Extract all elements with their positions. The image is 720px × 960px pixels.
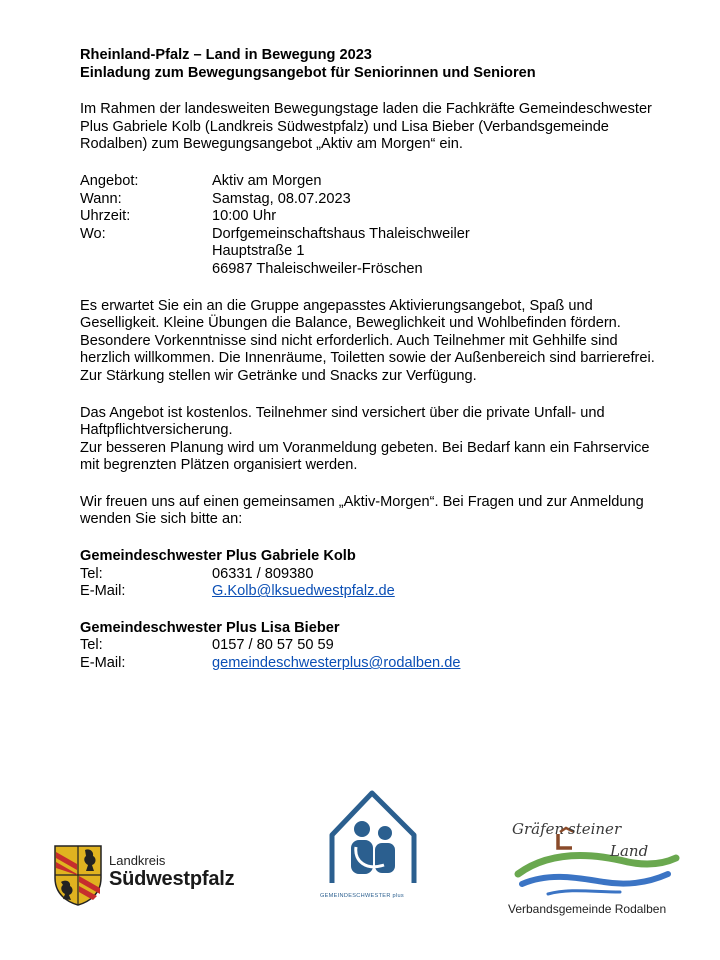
contact-label: Tel: [80, 637, 103, 654]
detail-value: 10:00 Uhr [212, 208, 277, 225]
coat-of-arms-icon [53, 844, 103, 906]
detail-value: Aktiv am Morgen [212, 172, 322, 189]
address-line: Dorfgemeinschaftshaus Thaleischweiler [212, 225, 470, 242]
detail-label: Angebot: [80, 172, 139, 189]
landkreis-label: Landkreis [109, 853, 166, 868]
event-details [80, 173, 660, 279]
gemeindeschwester-plus-logo [318, 783, 428, 903]
rodalben-label: Verbandsgemeinde Rodalben [508, 902, 667, 916]
document-title: Rheinland-Pfalz – Land in Bewegung 2023 [80, 47, 372, 63]
address-line: Hauptstraße 1 [212, 243, 305, 260]
email-link[interactable]: G.Kolb@lksuedwestpfalz.de [212, 583, 395, 600]
contact-phone: 06331 / 809380 [212, 565, 314, 582]
suedwestpfalz-label: Südwestpfalz [109, 868, 235, 890]
cost-paragraph: Das Angebot ist kostenlos. Teilnehmer sind versichert über die private Unfall- und Haftpflichtversicherung. [80, 404, 605, 439]
contact-label: E-Mail: [80, 583, 126, 600]
detail-row-wo [80, 226, 660, 279]
document-subtitle: Einladung zum Bewegungsangebot für Seniorinnen und Senioren [80, 64, 536, 81]
document [80, 47, 660, 673]
graefensteiner-land-logo [508, 818, 680, 922]
detail-label: Wo: [80, 225, 106, 242]
detail-row-wann [80, 191, 660, 209]
land-text: Land [610, 842, 649, 860]
detail-value: Samstag, 08.07.2023 [212, 190, 351, 207]
address-line: 66987 Thaleischweiler-Fröschen [212, 260, 423, 277]
graefen-text: Gräfen [512, 820, 565, 838]
contact-label: E-Mail: [80, 655, 126, 672]
detail-label: Wann: [80, 190, 122, 207]
detail-row-uhrzeit [80, 208, 660, 226]
contact-block [80, 548, 660, 601]
contact-tel-row [80, 566, 660, 584]
closing-paragraph: Wir freuen uns auf einen gemeinsamen „Aktiv-Morgen“. Bei Fragen und zur Anmeldung wenden Sie sich bitte an: [80, 493, 644, 528]
contact-name: Gemeindeschwester Plus Lisa Bieber [80, 619, 340, 636]
contact-tel-row [80, 637, 660, 655]
email-link[interactable]: gemeindeschwesterplus@rodalben.de [212, 655, 461, 672]
house-people-icon [318, 783, 428, 891]
contact-label: Tel: [80, 565, 103, 582]
cost-info [80, 405, 660, 475]
detail-row-angebot [80, 173, 660, 191]
contact-email-row [80, 655, 660, 673]
contact-email-row [80, 583, 660, 601]
contact-name: Gemeindeschwester Plus Gabriele Kolb [80, 548, 356, 565]
description-paragraph: Es erwartet Sie ein an die Gruppe angepasstes Aktivierungsangebot, Spaß und Geselligkeit. Kleine Übungen die Balance, Beweglichkeit und Wohlbefinden fördern. Besondere Vorkenntnisse sind nicht erforderlich. Auch Teilnehmer mit Gehhilfe sind herzlich willkommen. Die Innenräume, Toiletten sowie der Außenbereich sind barrierefrei. Zur Stärkung stellen wir Getränke und Snacks zur Verfügung. [80, 297, 655, 384]
contact-phone: 0157 / 80 57 50 59 [212, 637, 334, 654]
contact-block [80, 620, 660, 673]
landkreis-suedwestpfalz-logo [53, 844, 253, 906]
intro-paragraph: Im Rahmen der landesweiten Bewegungstage laden die Fachkräfte Gemeindeschwester Plus Gabriele Kolb (Landkreis Südwestpfalz) und Lisa Bieber (Verbandsgemeinde Rodalben) zum Bewegungsangebot „Aktiv am Morgen“ ein. [80, 101, 652, 153]
gemeindeschwester-caption: GEMEINDESCHWESTER plus [320, 893, 404, 899]
detail-label: Uhrzeit: [80, 208, 131, 225]
detail-value-address [212, 226, 660, 279]
steiner-text: steiner [568, 820, 622, 838]
registration-paragraph: Zur besseren Planung wird um Voranmeldung gebeten. Bei Bedarf kann ein Fahrservice mit begrenzten Plätzen organisiert werden. [80, 439, 650, 474]
